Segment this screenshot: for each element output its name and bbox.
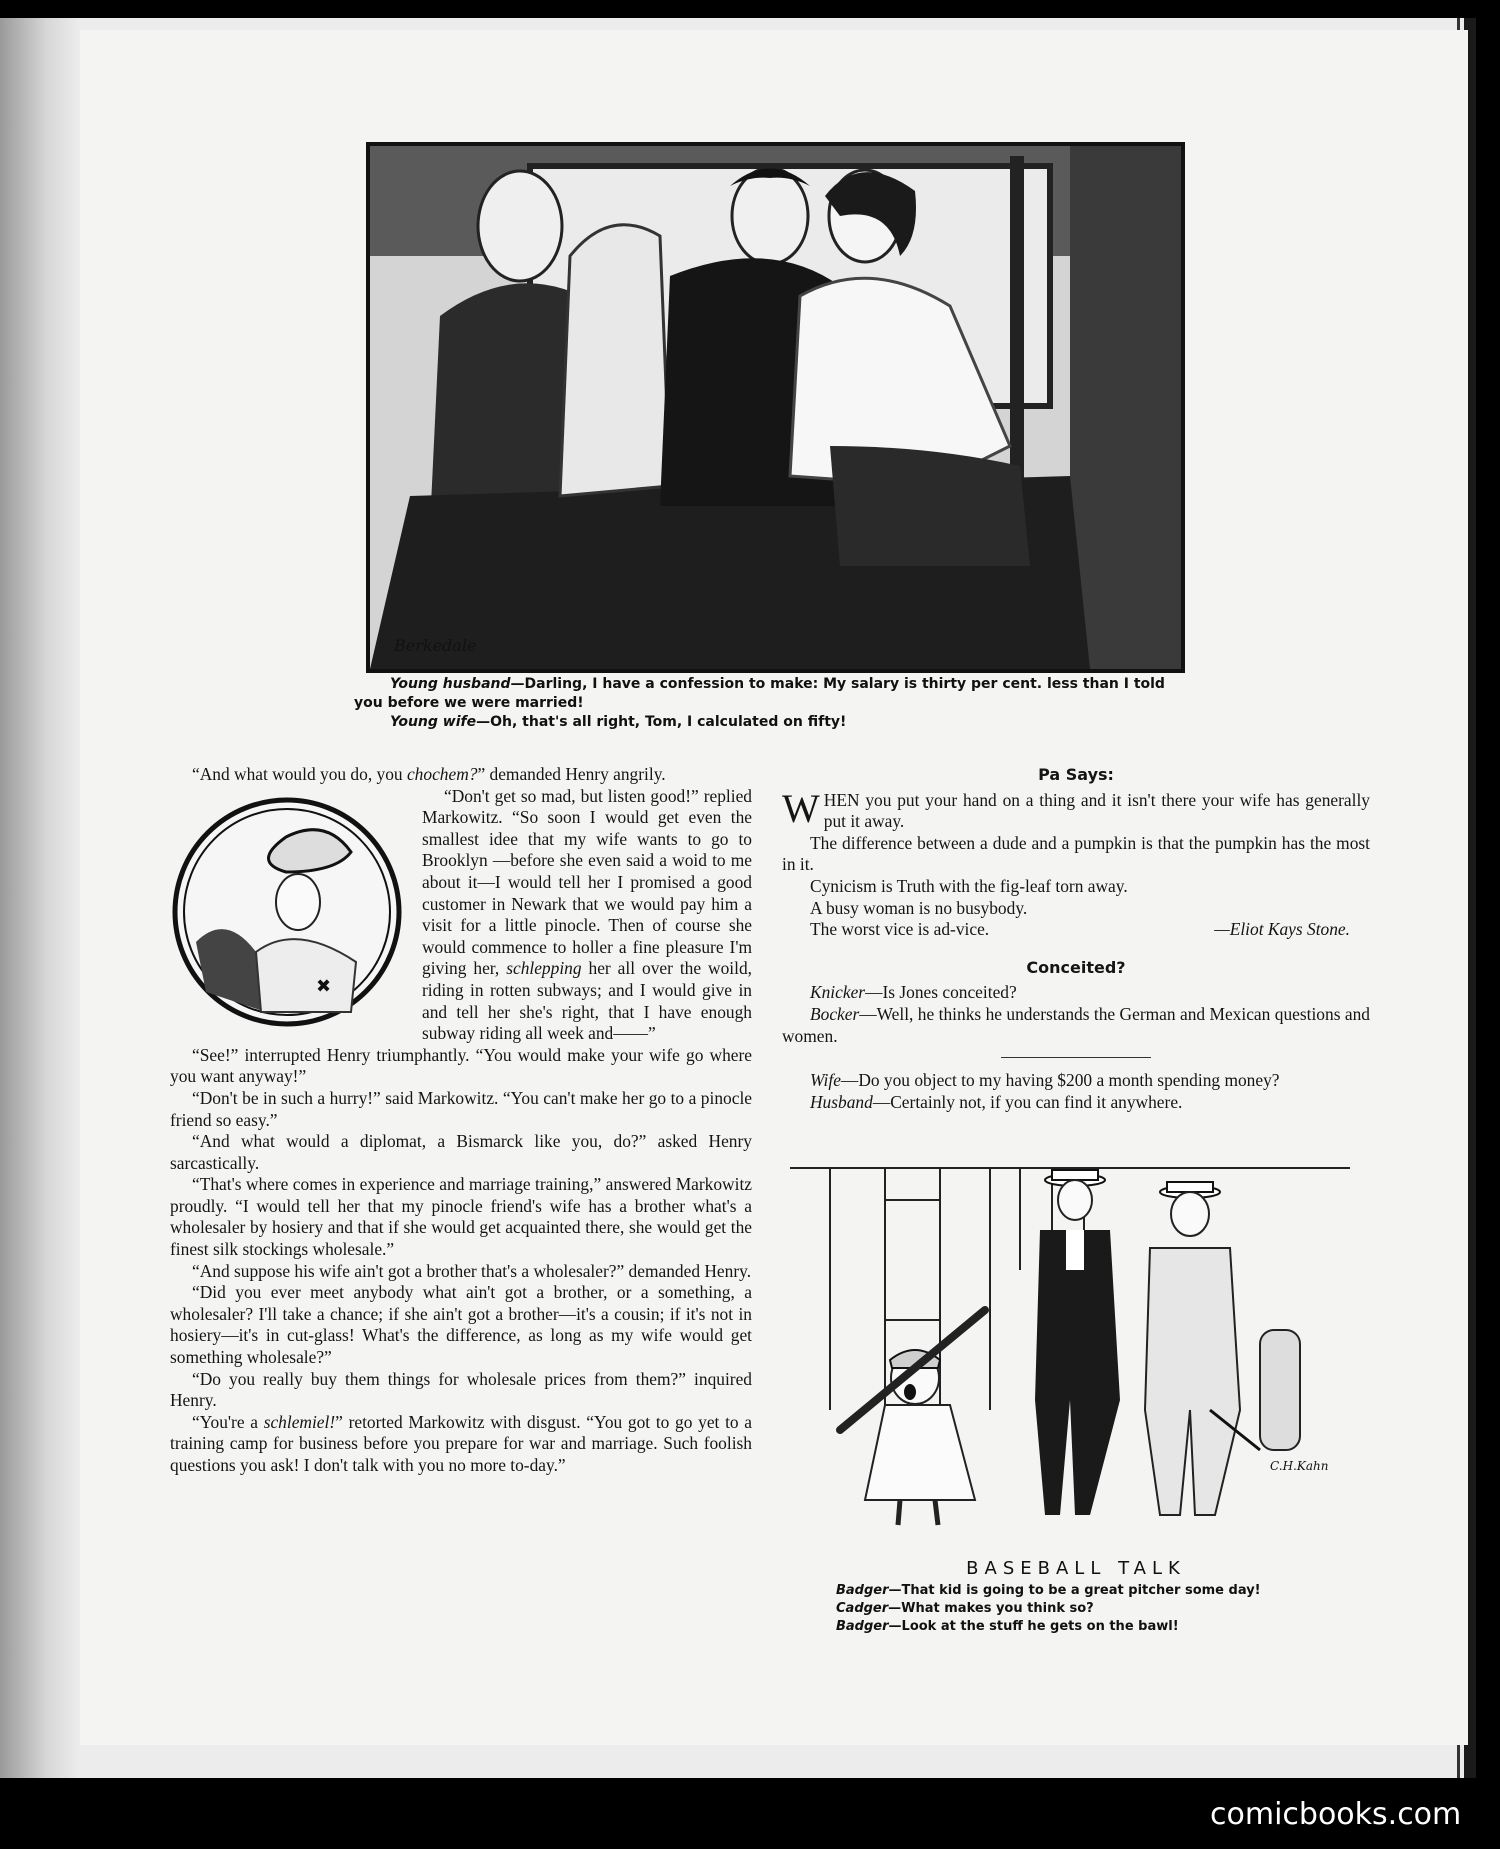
story-paragraph: “See!” interrupted Henry triumphantly. “You would make your wife go where you want anyway!” <box>170 1044 752 1087</box>
right-column <box>782 764 1370 1113</box>
caption-line-1 <box>354 675 1184 713</box>
svg-text:✖: ✖ <box>316 975 332 997</box>
story-paragraph: “And suppose his wife ain't got a brother that's a wholesaler?” demanded Henry. <box>192 1260 752 1281</box>
caption-speaker-1: Young husband <box>390 676 511 692</box>
baseball-talk-caption <box>836 1582 1376 1636</box>
story-paragraph: “Did you ever meet anybody what ain't got a brother, or a something, a wholesaler? I'll take a chance; if she ain't got a brother—it's a cousin; if it's not in hosiery—it's in cut-glass! What's the difference, as long as my wife would get something wholesale?” <box>170 1282 752 1368</box>
baseball-line: Badger—Look at the stuff he gets on the bawl! <box>836 1619 1179 1634</box>
conceited-line: Bocker—Well, he thinks he understands the German and Mexican questions and women. <box>782 1003 1370 1046</box>
wife-joke-line: Husband—Certainly not, if you can find it anywhere. <box>810 1091 1183 1112</box>
story-paragraph: “Don't be in such a hurry!” said Markowitz. “You can't make her go to a pinocle friend so easy.” <box>170 1087 752 1130</box>
top-cartoon-illustration <box>366 142 1185 673</box>
conceited-line: Knicker—Is Jones conceited? <box>810 982 1017 1003</box>
caption-text-2: —Oh, that's all right, Tom, I calculated on fifty! <box>476 714 847 730</box>
site-watermark: comicbooks.com <box>1210 1797 1462 1832</box>
baseball-line: Badger—That kid is going to be a great pitcher some day! <box>836 1583 1261 1598</box>
pa-says-paragraph: The worst vice is ad-vice. —Eliot Kays Stone. <box>782 919 1370 941</box>
cartoon-signature: Berkedale <box>394 636 477 655</box>
conceited-heading: Conceited? <box>1026 957 1126 977</box>
caption-speaker-2: Young wife <box>390 714 477 730</box>
baseball-line: Cadger—What makes you think so? <box>836 1601 1094 1616</box>
wife-joke-line: Wife—Do you object to my having $200 a month spending money? <box>810 1070 1280 1091</box>
pa-says-paragraph: The difference between a dude and a pumpkin is that the pumpkin has the most in it. <box>782 832 1370 875</box>
baseball-cartoon-signature: C.H.Kahn <box>1270 1459 1329 1473</box>
pa-says-heading: Pa Says: <box>1038 765 1114 784</box>
markowitz-story <box>170 764 752 1477</box>
caption-text-1: —Darling, I have a confession to make: My salary is thirty per cent. less than I told you before we were married! <box>354 676 1165 711</box>
story-paragraph: “Do you really buy them things for wholesale prices from them?” inquired Henry. <box>170 1368 752 1411</box>
pa-says-paragraph: Cynicism is Truth with the fig-leaf torn away. <box>810 875 1128 896</box>
baseball-talk-title: BASEBALL TALK <box>966 1558 1186 1579</box>
caption-line-2 <box>354 713 1184 732</box>
story-paragraph: “That's where comes in experience and marriage training,” answered Markowitz proudly. “I would tell her that my pinocle friend's wife has a brother what's a wholesaler by hosiery and that if she would get acquainted there, she would get the finest silk stockings wholesale.” <box>170 1174 752 1260</box>
story-paragraph: ✖ “Don't get so mad, but listen good!” replied Markowitz. “So soon I would get even the smallest idee that my wife wants to go to Brooklyn —before she even said a woid to me about it—I would tell her I promised a good customer in Newark that we would pay him a visit for a little pinocle. Then of course she would commence to holler a fine pleasure I'm giving her, schlepping her all over the woild, riding in rotten subways; and I would give in and tell her she's right, that I have enough subway riding all week and——” <box>170 786 752 1045</box>
story-paragraph: “And what would a diplomat, a Bismarck like you, do?” asked Henry sarcastically. <box>170 1131 752 1173</box>
woman-portrait-vignette <box>166 792 408 1032</box>
pa-says-paragraph: WHEN you put your hand on a thing and it isn't there your wife has generally put it away. <box>782 785 1370 832</box>
pa-says-author: —Eliot Kays Stone. <box>1214 919 1350 940</box>
story-paragraph: “And what would you do, you chochem?” demanded Henry angrily. <box>192 764 666 784</box>
story-paragraph: “You're a schlemiel!” retorted Markowitz with disgust. “You got to go yet to a training camp for business before you prepare for war and marriage. Such foolish questions you ask! I don't talk with you no more to-day.” <box>170 1411 753 1475</box>
pa-says-paragraph: A busy woman is no busybody. <box>810 897 1028 918</box>
book-gutter <box>0 18 80 1778</box>
baseball-cartoon-illustration <box>790 1160 1350 1554</box>
drop-cap: W <box>782 785 820 831</box>
top-cartoon-caption <box>354 675 1184 732</box>
train-couple-drawing <box>370 146 1181 669</box>
section-divider <box>1001 1057 1151 1058</box>
